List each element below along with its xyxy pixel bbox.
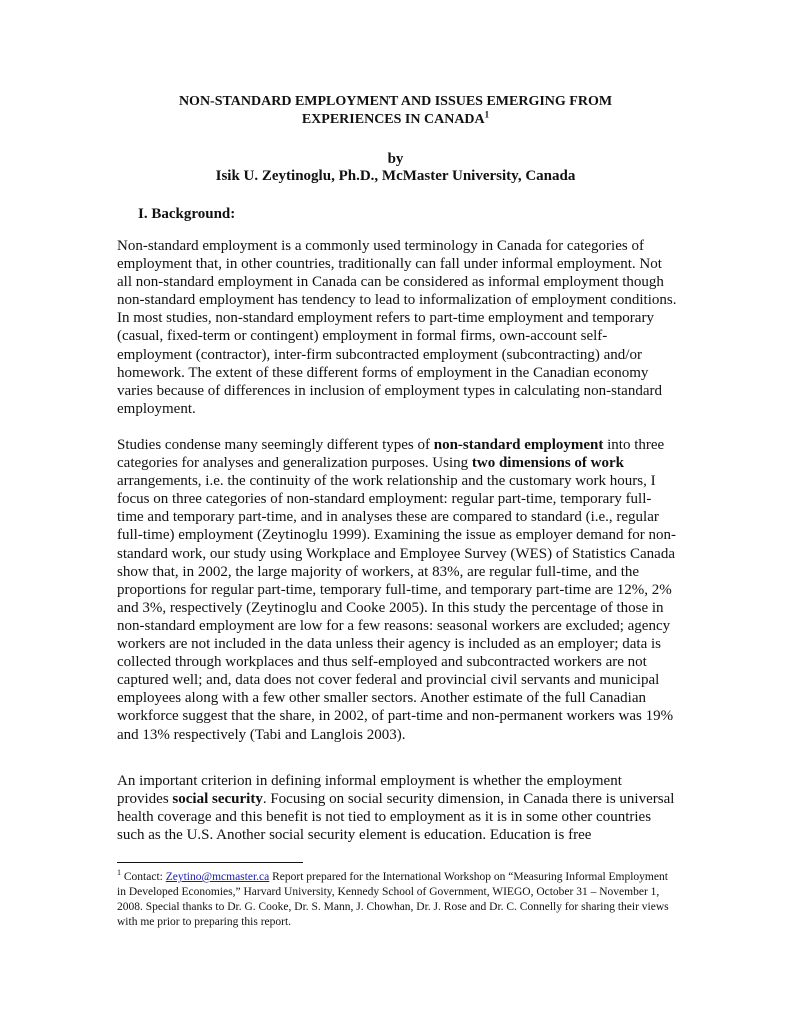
paragraph-2-text-c: arrangements, i.e. the continuity of the work relationship and the customary work hours, I focus on three categories of non-standard employment: regular part-time, temporary full-time and temporary part-time, and in analyses these are compared to standard (i.e., regular full-time) employment (Zeytinoglu 1999). Examining the issue as employer demand for non-standard work, our study using Workplace and Employee Survey (WES) of Statistics Canada show that, in 2002, the large majority of workers, at 83%, are regular full-time, and the proportions for regular part-time, temporary full-time, and temporary part-time are 12%, 2% and 3%, respectively (Zeytinoglu and Cooke 2005). In this study the percentage of those in non-standard employment are low for a few reasons: seasonal workers are excluded; agency workers are not included in the data unless their agency is included as an employer; data is collected through workplaces and thus self-employed and subcontracted workers are not captured well; and, data does not cover federal and provincial civil servants and municipal employees along with a few other smaller sectors. Another estimate of the full Canadian workforce suggest that the share, in 2002, of part-time and non-permanent workers was 19% and 13% respectively (Tabi and Langlois 2003). [117, 473, 677, 743]
paragraph-2-bold-b: two dimensions of work [471, 455, 624, 472]
author-line: Isik U. Zeytinoglu, Ph.D., McMaster University, Canada [215, 168, 576, 184]
footnote-email-link[interactable]: Zeytino@mcmaster.ca [165, 871, 270, 883]
paragraph-3-text-b: . Focusing on social security dimension, in Canada there is universal health coverage and this benefit is not tied to employment as it is in some other countries such as the U.S. Another social security element is education. Education is free [117, 791, 675, 844]
paragraph-1: Non-standard employment is a commonly used terminology in Canada for categories of employment that, in other countries, traditionally can fall under informal employment. Not all non-standard employment in Canada can be considered as informal employment though non-standard employment has tendency to lead to informalization of employment conditions. In most studies, non-standard employment refers to part-time employment and temporary (casual, fixed-term or contingent) employment in formal firms, own-account self-employment (contractor), inter-firm subcontracted employment (subcontracting) and/or homework. The extent of these different forms of employment in the Canadian economy varies because of differences in inclusion of employment types in calculating non-standard employment. [117, 238, 677, 417]
footnote [117, 870, 673, 930]
footnote-text: Report prepared for the International Workshop on “Measuring Informal Employment in Developed Economies,” Harvard University, Kennedy School of Government, WIEGO, October 31 – November 1, 2008. Special thanks to Dr. G. Cooke, Dr. S. Mann, J. Chowhan, Dr. J. Rose and Dr. C. Connelly for sharing their views with me prior to preparing this report. [117, 871, 669, 928]
title-line-1: NON-STANDARD EMPLOYMENT AND ISSUES EMERGING FROM [178, 94, 613, 109]
paragraph-2 [117, 436, 677, 744]
footnote-prefix: Contact: [121, 871, 166, 883]
byline-by: by [387, 151, 404, 167]
paragraph-2-text-a: Studies condense many seemingly different types of [117, 437, 434, 453]
title-footnote-mark: 1 [484, 109, 490, 120]
paragraph-3-text-a: An important criterion in defining informal employment is whether the employment provides [117, 773, 622, 808]
title-line-2: EXPERIENCES IN CANADA [301, 112, 485, 127]
document-title [90, 93, 701, 129]
paragraph-3 [117, 772, 677, 844]
section-heading: I. Background: [138, 206, 236, 222]
paragraph-2-bold-a: non-standard employment [433, 437, 604, 453]
paragraph-3-bold: social security [172, 791, 263, 808]
footnote-mark: 1 [117, 868, 121, 878]
footnote-divider [117, 862, 303, 863]
paragraph-2-text-b: into three categories for analyses and generalization purposes. Using [117, 437, 665, 472]
